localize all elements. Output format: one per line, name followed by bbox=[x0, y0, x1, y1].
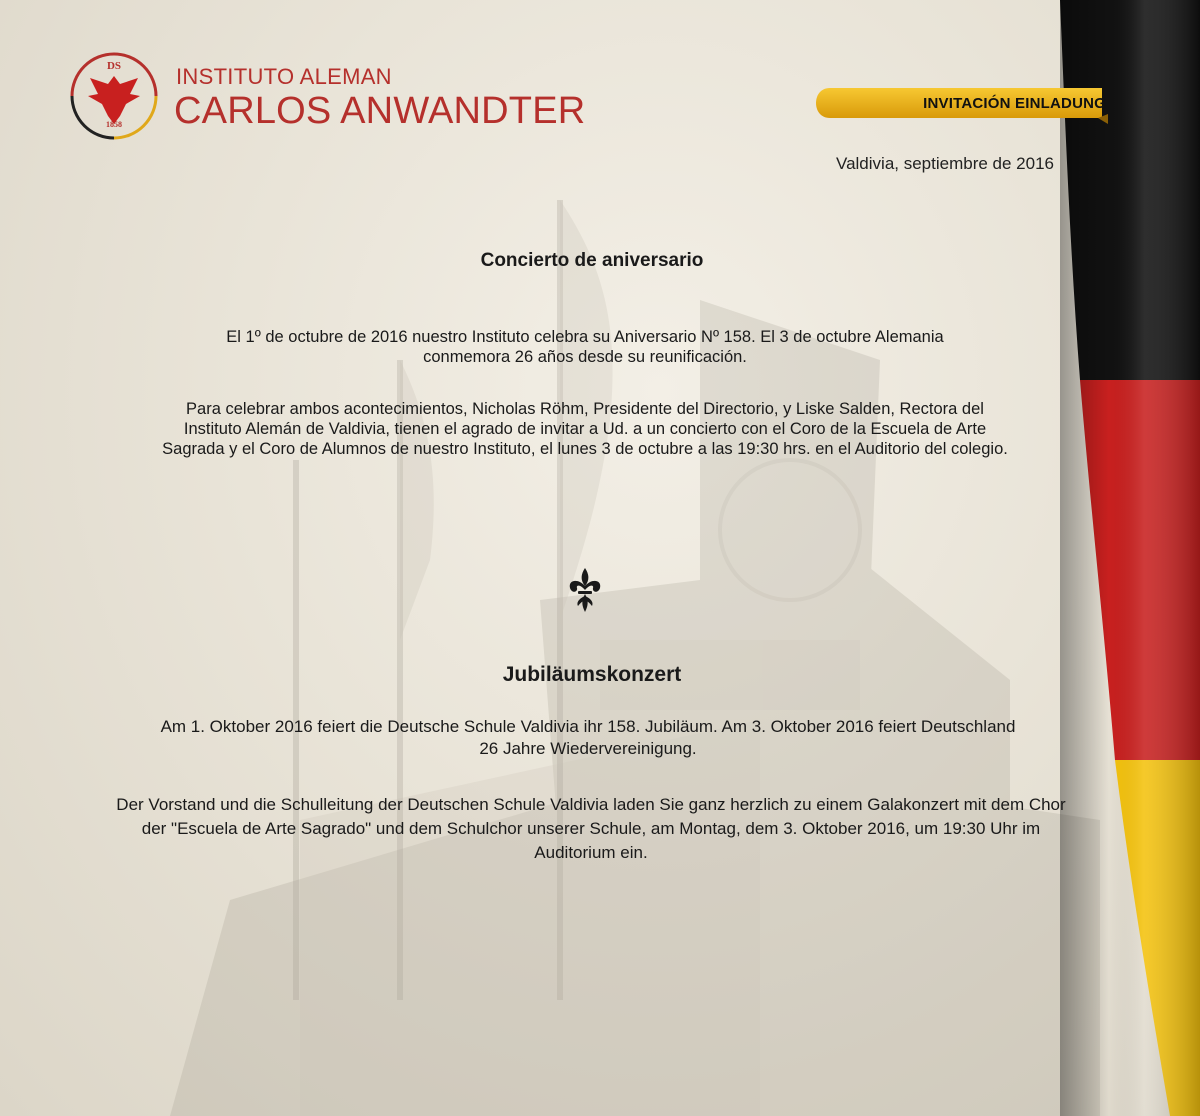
logo-initials: DS bbox=[106, 60, 122, 72]
institute-name-line2: CARLOS ANWANDTER bbox=[174, 90, 586, 132]
institute-name-line1: INSTITUTO ALEMAN bbox=[176, 64, 392, 89]
logo-year: 1858 bbox=[106, 120, 122, 129]
german-title: Jubiläumskonzert bbox=[502, 663, 682, 686]
spanish-paragraph-1: El 1º de octubre de 2016 nuestro Instituto celebra su Aniversario Nº 158. El 3 de octubre Alemania conmemora 26 años desde su reunificación. bbox=[226, 328, 944, 366]
ribbon-label: INVITACIÓN EINLADUNG bbox=[923, 95, 1106, 112]
date-line: Valdivia, septiembre de 2016 bbox=[836, 154, 1054, 173]
german-paragraph-2: Der Vorstand und die Schulleitung der Deutschen Schule Valdivia laden Sie ganz herzlich zu einem Galakonzert mit dem Chor der "Escuela de Arte Sagrado" und dem Schulchor unserer Schule, am Montag, dem 3. Oktober 2016, um 19:30 Uhr im Auditorium ein. bbox=[116, 795, 1066, 862]
fleur-ornament-icon bbox=[566, 566, 604, 614]
german-paragraph-1: Am 1. Oktober 2016 feiert die Deutsche Schule Valdivia ihr 158. Jubiläum. Am 3. Oktober 2016 feiert Deutschland 26 Jahre Wiedervereinigung. bbox=[160, 717, 1016, 758]
german-flag-drape bbox=[1060, 0, 1200, 1116]
spanish-title: Concierto de aniversario bbox=[480, 250, 704, 271]
spanish-paragraph-2: Para celebrar ambos acontecimientos, Nicholas Röhm, Presidente del Directorio, y Liske Salden, Rectora del Instituto Alemán de Valdivia, tienen el agrado de invitar a Ud. a un concierto con el Coro de la Escuela de Arte Sagrada y el Coro de Alumnos de nuestro Instituto, el lunes 3 de octubre a las 19:30 hrs. en el Auditorio del colegio. bbox=[162, 400, 1008, 458]
